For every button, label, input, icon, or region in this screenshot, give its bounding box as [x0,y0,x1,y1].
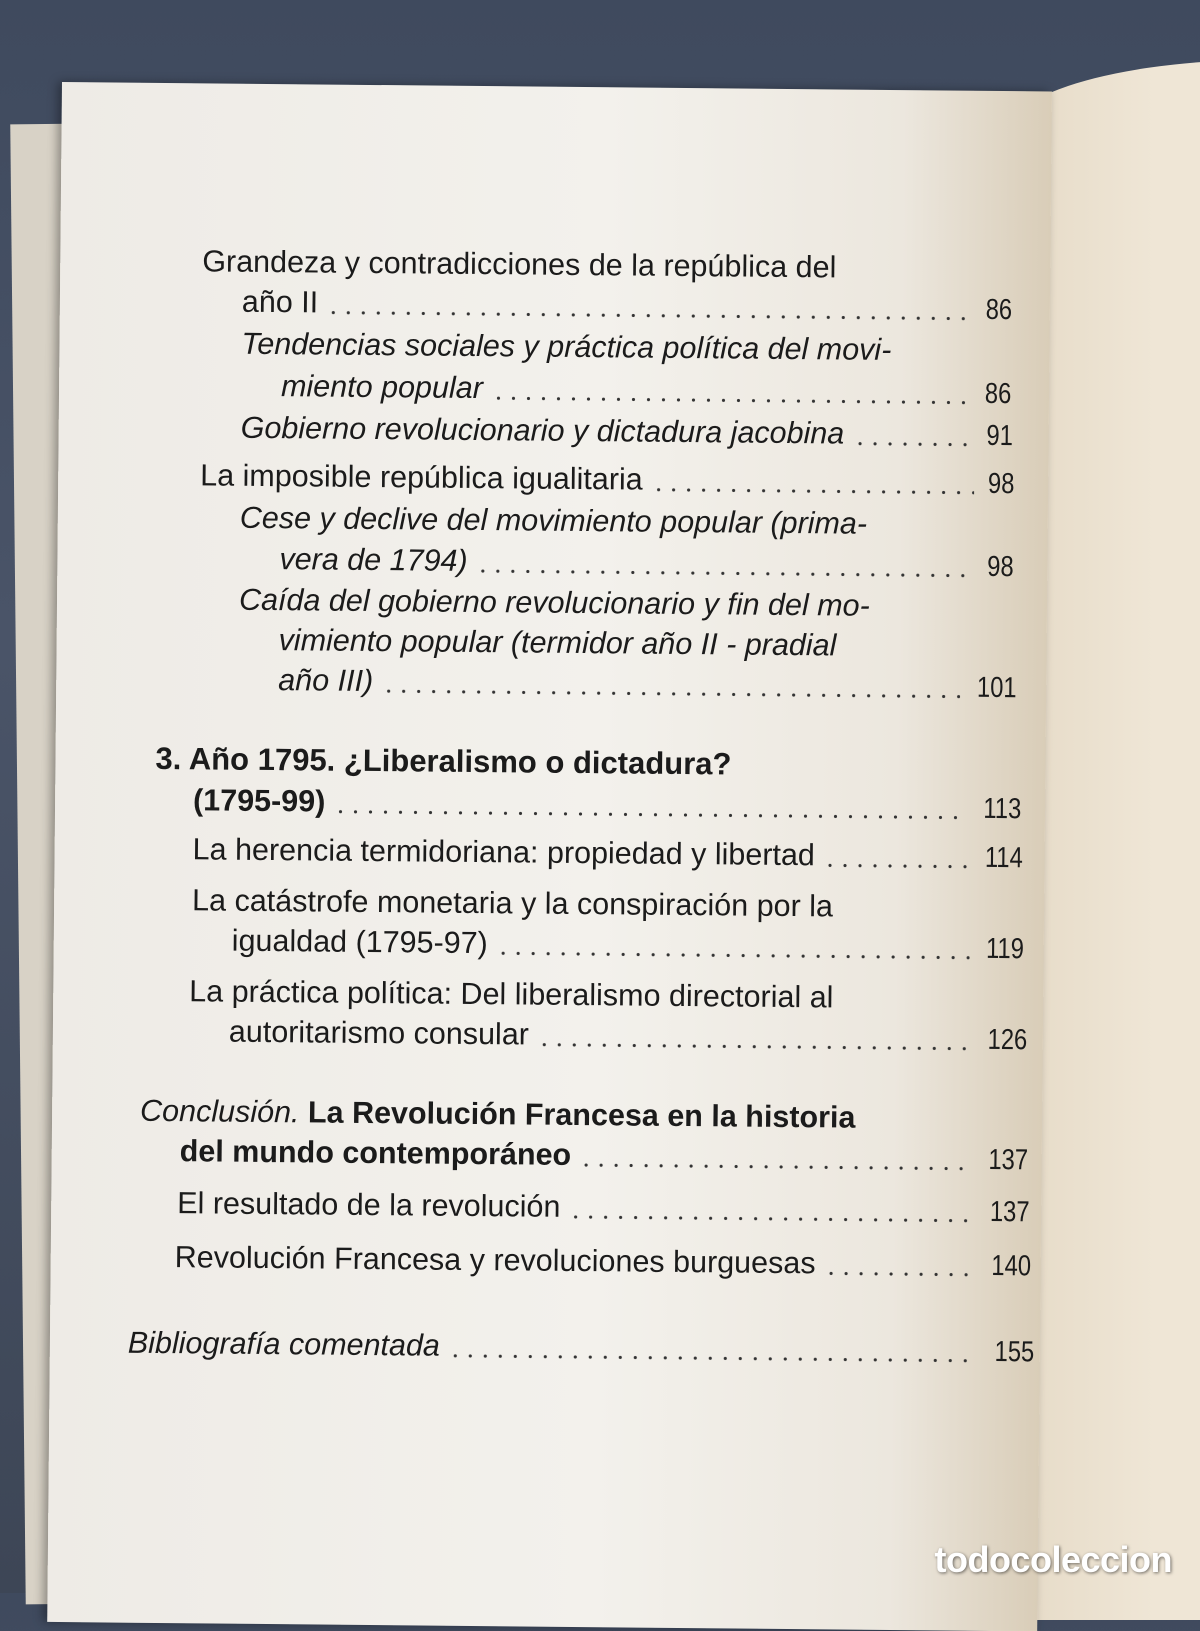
toc-entry-catastrofe-line1: La catástrofe monetaria y la conspiración por la [191,883,834,924]
watermark-logo: todocoleccion [934,1539,1172,1580]
leader-dots [496,951,970,960]
page-number: 86 [985,293,1013,327]
toc-entry-grandeza-line1: Grandeza y contradicciones de la república del [202,244,837,285]
leader-dots [326,311,971,321]
leader-dots [579,1163,971,1171]
leader-dots [651,488,974,495]
page-number: 137 [987,1143,1028,1177]
leader-dots [333,810,967,820]
toc-entry-tendencias-line1: Tendencias sociales y práctica política del movi- [241,326,892,367]
toc-entry-practica-line2: autoritarismo consular 126 [229,1012,1027,1061]
page-number: 113 [982,792,1022,826]
toc-entry-grandeza-line2: año II 86 [242,282,1012,330]
toc-entry-herencia: La herencia termidoriana: propiedad y libertad 114 [192,829,1022,878]
page-number: 140 [990,1249,1031,1283]
page-number: 101 [976,671,1017,705]
toc-entry-caida-line1: Caída del gobierno revolucionario y fin del mo- [238,582,870,623]
page-number: 114 [984,841,1023,875]
toc-entry-tendencias-line2: miento popular 86 [281,366,1011,414]
toc-conclusion-line2: del mundo contemporáneo 137 [180,1131,1028,1180]
page-number: 98 [986,550,1014,584]
toc-entry-caida-line3: año III) 101 [278,660,1016,708]
leader-dots [568,1215,972,1223]
page-number: 126 [987,1023,1027,1057]
toc-entry-caida-line2: vimiento popular (termidor año II - pradial [278,623,837,663]
toc-entry-gobierno: Gobierno revolucionario y dictadura jacobina 91 [240,408,1012,456]
leader-dots [823,1271,974,1276]
toc-entry-imposible: La imposible república igualitaria 98 [200,455,1014,504]
toc-entry-practica-line1: La práctica política: Del liberalismo directorial al [189,974,834,1015]
toc-entry-cese-line2: vera de 1794) 98 [279,539,1013,587]
leader-dots [491,396,971,405]
toc-entry-cese-line1: Cese y declive del movimiento popular (prima- [239,500,868,541]
toc-conclusion-line1 [140,1091,856,1138]
leader-dots [852,442,972,447]
page-number: 91 [986,419,1013,453]
page-number: 98 [987,467,1015,501]
leader-dots [476,569,974,578]
toc-entry-revolucion-francesa: Revolución Francesa y revoluciones burguesas 140 [175,1237,1031,1286]
toc-bibliografia: Bibliografía comentada 155 [128,1323,1034,1373]
table-of-contents [47,82,1052,1631]
leader-dots [381,689,960,699]
page-number: 86 [984,377,1012,411]
page-number: 155 [994,1336,1035,1369]
leader-dots [448,1354,978,1363]
page-number: 119 [985,932,1024,966]
conclusion-label: Conclusión. [139,1093,300,1130]
toc-chapter-3-line2: (1795-99) 113 [193,780,1021,829]
toc-entry-catastrofe-line2: igualdad (1795-97) 119 [232,921,1024,970]
leader-dots [537,1043,971,1051]
conclusion-title: La Revolución Francesa en la historia [307,1095,856,1135]
leader-dots [823,863,969,868]
book-page [47,82,1052,1631]
page-number: 137 [989,1195,1030,1229]
toc-entry-resultado: El resultado de la revolución 137 [177,1183,1029,1232]
toc-chapter-3-line1: 3. Año 1795. ¿Liberalismo o dictadura? [155,740,732,782]
